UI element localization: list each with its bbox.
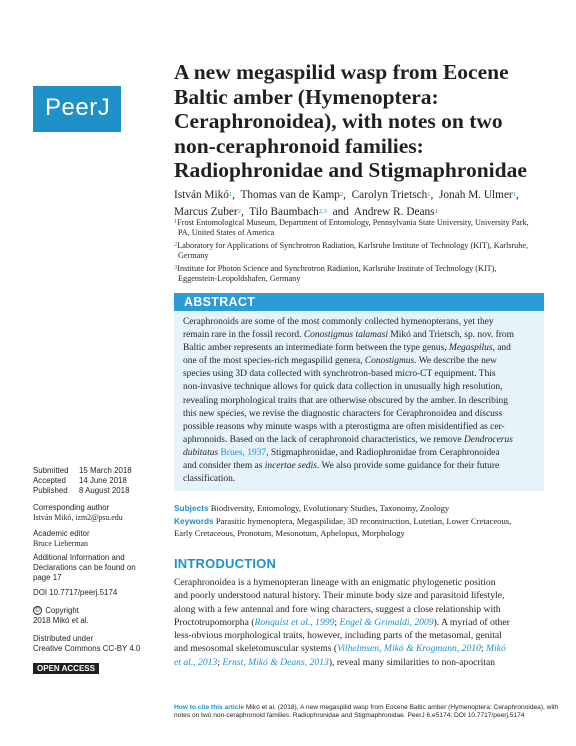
affiliation <box>174 241 534 261</box>
corresponding-author <box>33 503 158 523</box>
text: ; <box>217 656 223 668</box>
text: . We also provide some guidance for their future <box>316 461 500 472</box>
reference-link[interactable]: Ernst, Mikó & Deans, 2013 <box>222 656 329 668</box>
text: ), reveal many similarities to non-apocritan <box>328 656 496 668</box>
abstract-line <box>183 460 537 473</box>
abstract-heading <box>174 293 544 311</box>
corr-value[interactable]: István Mikó, izm2@psu.edu <box>33 513 123 522</box>
addl-line: Additional Information and <box>33 553 125 562</box>
license-block <box>33 634 158 654</box>
abstract-line: non-invasive technique allows for quick data collection in unusually high resolution, <box>183 382 503 393</box>
author-name[interactable]: Tilo Baumbach <box>249 206 319 218</box>
affil-line: PA, United States of America <box>178 228 275 237</box>
text: Mikó and Trietsch, sp. nov. from <box>390 330 514 341</box>
affil-line: Frost Entomological Museum, Department of Entomology, Pennsylvania State University, University Park, <box>177 218 529 227</box>
introduction-text <box>174 576 546 669</box>
abstract-line <box>183 342 537 355</box>
text: Baltic amber represents an intermediate form between the type genus, <box>183 343 447 354</box>
published-label: Published <box>33 486 68 495</box>
affil-ref[interactable]: 1 <box>427 191 431 198</box>
affil-ref[interactable]: 1 <box>228 191 233 198</box>
abstract-line <box>183 434 537 447</box>
article-title <box>174 60 544 183</box>
intro-line <box>174 656 546 669</box>
reference-link[interactable]: Engel & Grimaldi, 2009 <box>339 616 434 628</box>
species-name: dubitatus <box>183 447 219 458</box>
genus-name: Dendrocerus <box>463 434 513 445</box>
subjects-keywords <box>174 502 544 540</box>
published-date: 8 August 2018 <box>79 486 130 495</box>
text: ; <box>480 643 486 655</box>
submitted-date: 15 March 2018 <box>79 466 132 475</box>
open-access-badge: OPEN ACCESS <box>33 663 99 674</box>
addl-line: Declarations can be found on <box>33 563 136 572</box>
accepted-label: Accepted <box>33 476 66 485</box>
reference-link[interactable]: Ronquist et al., 1999 <box>254 616 335 628</box>
license-link[interactable]: Creative Commons CC-BY 4.0 <box>33 644 141 653</box>
affil-num: 2 <box>174 241 178 248</box>
genus-name: Conostigmus <box>364 356 415 367</box>
corr-label: Corresponding author <box>33 503 110 512</box>
text: and mesosomal skeletomuscular systems ( <box>174 643 338 655</box>
copyright-icon: © <box>33 606 42 615</box>
text: and consider them as <box>183 461 263 472</box>
affil-line: Laboratory for Applications of Synchrotron Radiation, Karlsruhe Institute of Technology (KIT), Karlsruhe, <box>177 241 529 250</box>
keywords-text: Parasitic hymenoptera, Megaspilidae, 3D reconstruction, Lutetian, Lower Cretaceous, <box>215 515 512 526</box>
doi[interactable] <box>33 588 158 598</box>
abstract-line: revealing morphological traits that are otherwise obscured by the amber. In describing <box>183 395 508 406</box>
author-name[interactable]: Andrew R. Deans <box>353 206 435 218</box>
affiliation <box>174 218 534 238</box>
abstract-line: this new species, we revise the diagnostic characters for Ceraphronoidea and discuss <box>183 408 503 419</box>
keywords-text: Early Cretaceous, Pronotum, Mesonotum, Aphelopus, Morphology <box>174 528 405 538</box>
species-name: Conostigmus talamasi <box>303 330 388 341</box>
abstract-line <box>183 329 537 342</box>
genus-name: Megaspilus <box>448 343 493 354</box>
text: aphronoids. Based on the lack of ceraphronoid characteristics, we remove <box>183 434 462 445</box>
license-line: Distributed under <box>33 634 94 643</box>
affil-ref[interactable]: 1 <box>434 208 438 215</box>
abstract-line: species using 3D data collected with synchrotron-based micro-CT equipment. This <box>183 369 496 380</box>
abstract-line: classification. <box>183 474 236 485</box>
reference-link[interactable]: Vilhelmsen, Mikó & Krogmann, 2010 <box>337 643 481 655</box>
abstract-line: Ceraphronoids are some of the most commonly collected hymenopterans, yet they <box>183 317 494 327</box>
author-list: István Mikó$^1$, Thomas van de Kamp$^2$, Carolyn Trietsch$^1$, Jonah M. Ulmer$^1$, Marcus Zuber$^2$, Tilo Baumbach$^{2,3}$ and Andrew R. Deans$^1$ <box>174 189 519 218</box>
text: one of the most species-rich megaspilid genera, <box>183 356 363 367</box>
title-line: Ceraphronoidea), with notes on two <box>174 109 503 133</box>
affiliation <box>174 264 534 284</box>
title-line: Radiophronidae and Stigmaphronidae <box>174 158 527 182</box>
citation-text: notes on two non-ceraphronoid families: Radiophronidae and Stigmaphronidae. PeerJ 6:e5174; DOI 10.7717/peerj.5174 <box>174 712 525 720</box>
reference-link[interactable]: Mikó <box>485 643 506 655</box>
introduction-heading: INTRODUCTION <box>174 556 277 571</box>
affil-line: Eggenstein-Leopoldshafen, Germany <box>178 274 301 283</box>
author-name[interactable]: Thomas van de Kamp <box>240 189 340 201</box>
affil-ref[interactable]: 2,3 <box>318 208 327 215</box>
author-name[interactable]: Jonah M. Ulmer <box>439 189 513 201</box>
academic-editor <box>33 529 158 549</box>
how-to-cite-label: How to cite this article <box>174 704 244 711</box>
intro-line <box>174 642 546 655</box>
author-and: and <box>332 206 349 218</box>
italic-text: incertae sedis <box>264 461 317 472</box>
peerj-logo <box>33 86 121 132</box>
citation-text: Mikó et al. (2018), A new megaspilid wasp from Eocene Baltic amber (Hymenoptera: Ceraphronoidea), with <box>243 704 559 711</box>
doi-text: DOI 10.7717/peerj.5174 <box>33 588 118 597</box>
submitted-label: Submitted <box>33 466 69 475</box>
dates-block <box>33 466 158 496</box>
author-name[interactable]: István Mikó <box>174 189 229 201</box>
intro-line: and poorly understood natural history. Their minute body size and parasitoid lifestyle, <box>174 590 505 602</box>
intro-line: along with a few antennal and fore wing characters, suggest a close relationship with <box>174 603 501 615</box>
affiliations <box>174 218 534 287</box>
intro-line: Ceraphronoidea is a hymenopteran lineage with an enigmatic phylogenetic position <box>174 577 496 588</box>
accepted-date: 14 June 2018 <box>79 476 127 485</box>
intro-line <box>174 616 546 629</box>
text: , and <box>492 343 511 354</box>
text: . We describe the new <box>414 356 497 367</box>
author-name[interactable]: Carolyn Trietsch <box>351 189 428 201</box>
additional-info[interactable] <box>33 553 158 583</box>
affil-ref[interactable]: 1 <box>512 191 516 198</box>
text: , Stigmaphronidae, and Radiophronidae from Ceraphronoidea <box>266 447 500 458</box>
keywords-label: Keywords <box>174 515 214 526</box>
abstract-line <box>183 447 537 460</box>
affil-ref[interactable]: 2 <box>339 191 344 198</box>
affil-ref[interactable]: 2 <box>237 208 241 215</box>
title-line: non-ceraphronoid families: <box>174 133 424 158</box>
reference-link[interactable]: et al., 2013 <box>174 656 218 668</box>
copyright-block <box>33 606 158 626</box>
abstract-heading-text: ABSTRACT <box>184 295 256 309</box>
subjects-text: Biodiversity, Entomology, Evolutionary Studies, Taxonomy, Zoology <box>210 503 450 513</box>
citation-footer <box>174 704 559 721</box>
subjects-label: Subjects <box>174 503 209 513</box>
title-line: Baltic amber (Hymenoptera: <box>174 84 439 109</box>
addl-line: page 17 <box>33 573 62 582</box>
text: Proctotrupomorpha ( <box>174 616 255 628</box>
affil-num: 3 <box>174 264 178 271</box>
editor-value: Bruce Lieberman <box>33 539 88 548</box>
logo-text: PeerJ <box>45 94 111 121</box>
affil-num: 1 <box>174 218 178 225</box>
text: remain rare in the fossil record. <box>183 330 302 341</box>
copyright-label: Copyright <box>45 606 79 615</box>
copyright-value: 2018 Mikó et al. <box>33 616 89 625</box>
reference-link[interactable]: Brues, 1937 <box>220 447 267 458</box>
affil-line: Germany <box>178 251 209 260</box>
title-line: A new megaspilid wasp from Eocene <box>174 60 509 84</box>
intro-line: less-obvious morphological traits, however, including parts of the metasomal, genital <box>174 630 502 642</box>
editor-label: Academic editor <box>33 529 90 538</box>
affil-line: Institute for Photon Science and Synchrotron Radiation, Karlsruhe Institute of Technology (KIT), <box>177 264 497 273</box>
abstract-line <box>183 355 537 368</box>
abstract-text <box>183 316 537 486</box>
text: ). A myriad of other <box>433 616 510 628</box>
abstract-line: possible reasons why minute wasps with a pterostigma are often misidentified as cer- <box>183 421 505 432</box>
author-name[interactable]: Marcus Zuber <box>174 206 238 218</box>
text: ; <box>334 616 340 628</box>
